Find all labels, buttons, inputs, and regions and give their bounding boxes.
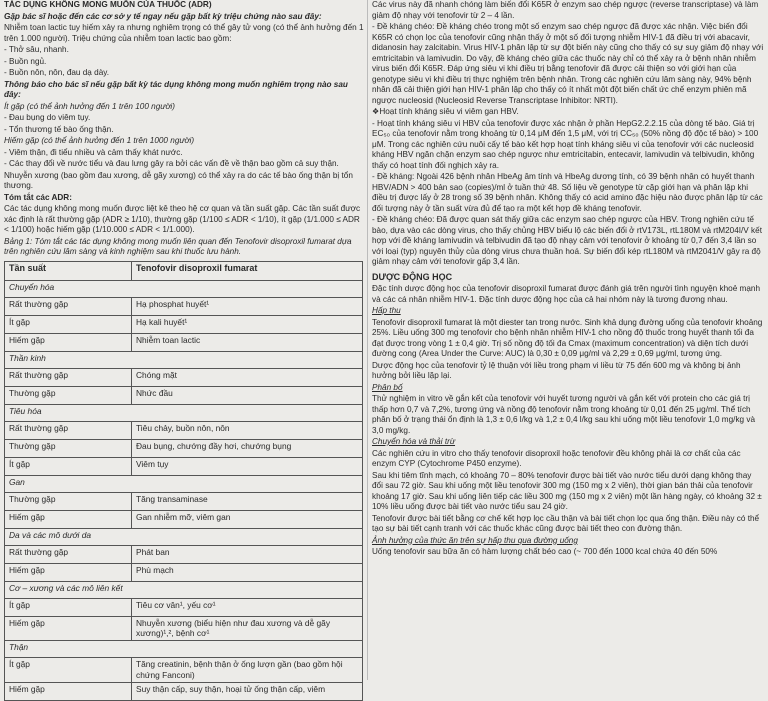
group-row [5, 280, 363, 297]
adr-title: TÁC DỤNG KHÔNG MONG MUỐN CỦA THUỐC (ADR) [4, 0, 212, 9]
effect-cell: Gan nhiễm mỡ, viêm gan [132, 510, 363, 528]
effect-cell: Tăng creatinin, bệnh thận ở ống lượn gần (bao gồm hội chứng Fanconi) [132, 658, 363, 683]
lactic-paragraph: Nhiễm toan lactic tuy hiếm xảy ra nhưng nghiêm trọng có thể gây tử vong (có thể ảnh hưởng đến 1 trên 1.000 người). Triệu chứng của nhiễm toan lactic bao gồm: [4, 23, 364, 43]
paragraph: - Đề kháng chéo: Đã được quan sát thấy giữa các enzym sao chép ngược của HBV. Trong nghiên cứu tế bào, dựa vào các dòng virus, cho thấy chủng HBV biểu lộ các biến đổi ở rtV173L, rtL180M và rtM204I/V kết hợp với đề kháng lamivudin và telbivudin đã tạo độ nhạy cảm với tenofovir ở khoảng từ 0,7 đến 3,4 lần so với loại (typ) nguyên thủy của dòng virus chưa thuần hoá. Sự biến đổi kép rtL180M và rtM2041/V gây ra độ giảm nhạy cảm với tenofovir gấp 3,4 lần. [372, 215, 762, 266]
freq-cell: Ít gặp [5, 457, 132, 475]
effect-cell: Hạ kali huyết¹ [132, 315, 363, 333]
effect-cell: Nhức đầu [132, 386, 363, 404]
table-caption: Bảng 1: Tóm tắt các tác dụng không mong muốn liên quan đến Tenofovir disoproxil fumarat dựa trên nghiên cứu lâm sàng và kinh nghiệm sau khi thuốc lưu hành. [4, 236, 352, 256]
freq-cell: Ít gặp [5, 315, 132, 333]
group-row [5, 528, 363, 545]
effect-cell: Nhuyễn xương (biểu hiện như đau xương và dễ gãy xương)¹,², bệnh cơ¹ [132, 616, 363, 641]
freq-cell: Hiếm gặp [5, 563, 132, 581]
freq-cell: Thường gặp [5, 386, 132, 404]
paragraph: Các nghiên cứu in vitro cho thấy tenofovir disoproxil hoặc tenofovir đều không phải là cơ chất của các enzym CYP (Cytochrome P450 enzyme). [372, 448, 741, 469]
bullet-item: Nhuyễn xương (bao gồm đau xương, dễ gãy xương) có thể xảy ra do các tế bào ống thận bị tổn thương. [4, 170, 353, 190]
table-row [5, 616, 363, 641]
warning-note: Gặp bác sĩ hoặc đến các cơ sở y tế ngay nếu gặp bất kỳ triệu chứng nào sau đây: [4, 11, 322, 21]
table-row [5, 563, 363, 581]
effect-cell: Nhiễm toan lactic [132, 333, 363, 351]
bullet-item: - Các thay đổi về nước tiểu và đau lưng gây ra bởi các vấn đề về thận bao gồm cả suy thận. [4, 159, 339, 168]
freq-cell: Rất thường gặp [5, 421, 132, 439]
subheading: Ảnh hưởng của thức ăn trên sự hấp thu qua đường uống [372, 535, 578, 545]
pk-title: DƯỢC ĐỘNG HỌC [372, 271, 453, 282]
freq-cell: Hiếm gặp [5, 682, 132, 700]
group-label: Thận [5, 641, 363, 658]
bullet-item: - Viêm thận, đi tiểu nhiều và cảm thấy khát nước. [4, 147, 183, 157]
effect-cell: Tăng transaminase [132, 492, 363, 510]
group-row [5, 475, 363, 492]
freq-cell: Rất thường gặp [5, 297, 132, 315]
table-row [5, 297, 363, 315]
bullet-item: - Thở sâu, nhanh. [4, 45, 69, 54]
table-row [5, 439, 363, 457]
effect-cell: Hạ phosphat huyết¹ [132, 297, 363, 315]
group-label: Gan [5, 475, 363, 492]
bullet-item: - Tổn thương tế bào ống thận. [4, 124, 114, 134]
freq-cell: Ít gặp [5, 598, 132, 616]
freq-cell: Thường gặp [5, 439, 132, 457]
paragraph: Dược động học của tenofovir tỷ lệ thuận với liều trong phạm vi liều từ 75 đến 600 mg và không bị ảnh hưởng bởi liều lặp lại. [372, 360, 741, 381]
header-frequency: Tần suất [5, 261, 132, 280]
header-drug: Tenofovir disoproxil fumarat [132, 261, 363, 280]
frequency-label: Ít gặp (có thể ảnh hưởng đến 1 trên 100 người) [4, 101, 175, 111]
paragraph: - Hoạt tính kháng siêu vi HBV của tenofovir được xác nhận ở phần HepG2.2.2.15 của dòng tế bào. Giá trị EC₅₀ của tenofovir nằm trong khoảng từ 0,14 μM đến 1,5 μM, với trị CC₅₀ (50% nồng độ độc tế bào) > 100 μM. Trong các nghiên cứu nuôi cấy tế bào kết hợp hoạt tính kháng siêu vi của tenofovir với các nucleosid kháng HBV ngăn chặn enzym sao chép ngược như emtricitabin, entecavir, lamivudin và telbivudin, không thấy có hoạt tính đối nghịch xảy ra. [372, 118, 759, 170]
freq-cell: Thường gặp [5, 492, 132, 510]
effect-cell: Phát ban [132, 545, 363, 563]
freq-cell: Hiếm gặp [5, 333, 132, 351]
table-row [5, 658, 363, 683]
paragraph: Sau khi tiêm tĩnh mạch, có khoảng 70 – 80% tenofovir được bài tiết vào nước tiểu dưới dạng không thay đổi sau 72 giờ. Sau khi uống một liều tenofovir 300 mg (150 mg x 2 viên), thời gian bán thải của tenofovir khoảng 17 giờ. Sau khi uống liên tiếp các liều 300 mg (150 mg x 2 viên) một lần hàng ngày, có khoảng 32 ± 10% liều uống được bài tiết vào nước tiểu sau 24 giờ. [372, 470, 762, 512]
table-row [5, 598, 363, 616]
table-row [5, 682, 363, 700]
paragraph: - Đề kháng: Ngoài 426 bệnh nhân HbeAg âm tính và HbeAg dương tính, có 39 bệnh nhân có huyết thanh HBV/ADN > 400 bản sao (copies)/ml ở tuần thứ 48. Số liệu về genotype từ cặp giới hạn và phân lập khi điều trị được lấy ở 28 trong số 39 bệnh nhân. Không thấy có acid amino đặc hiệu nào được phân lập từ các đối tượng này ở tần suất vừa đủ để tạo ra một kết hợp đề kháng tenofovir. [372, 172, 763, 213]
group-label: Thần kinh [5, 351, 363, 368]
effect-cell: Suy thận cấp, suy thận, hoại tử ống thận cấp, viêm [132, 682, 363, 700]
table-row [5, 315, 363, 333]
summary-title: Tóm tắt các ADR: [4, 192, 72, 202]
group-label: Tiêu hóa [5, 404, 363, 421]
table-row [5, 421, 363, 439]
effect-cell: Đau bụng, chướng đầy hơi, chướng bụng [132, 439, 363, 457]
bullet-item: - Buồn nôn, nôn, đau dạ dày. [4, 68, 110, 77]
paragraph: Tenofovir được bài tiết bằng cơ chế kết hợp lọc cầu thận và bài tiết chọn lọc qua ống thận. Điều này có thể tạo sự bài tiết cạnh tranh với các thuốc khác cũng được bài tiết theo con đường thận. [372, 513, 760, 534]
paragraph: - Đề kháng chéo: Đề kháng chéo trong một số enzym sao chép ngược đã được xác nhận. Việc biến đổi K65R có chọn lọc của tenofovir cũng nhận thấy ở một số đối tượng nhiễm HIV-1 đã điều trị với abacavir, didanosin hay zalcitabin. Virus HIV-1 phân lập từ sự đột biến này cũng cho thấy có sự suy giảm độ nhạy với emtricitabin và lamivudin. Do vậy, đề kháng chéo giữa các thuốc này chỉ có thể xảy ra ở bệnh nhân nhiễm virus biến đổi K65R. Đáp ứng siêu vi khi điều trị bằng tenofovir đã được cải thiện so với giới hạn của genotype siêu vi khi điều trị thực nghiệm trên bệnh nhân. Trong các nghiên cứu lâm sàng này, 94% bệnh nhân đã cải thiện giới hạn HIV-1 phân lập cho thấy có ít nhất một đột biến chất ức chế enzym phiên mã ngược nucleosid (Nucleosid Reverse Transcriptase Inhibitor: NRTI). [372, 22, 764, 105]
group-row [5, 351, 363, 368]
subheading: Phân bố [372, 382, 403, 392]
freq-cell: Ít gặp [5, 658, 132, 683]
summary-paragraph: Các tác dụng không mong muốn được liệt kê theo hệ cơ quan và tần suất gặp. Các tần suất được xác định là rất thường gặp (ADR ≥ 1/10), thường gặp (1/100 ≤ ADR < 1/10), ít gặp (1/1.000 ≤ ADR < 1/100) hoặc hiếm gặp (1/10.000 ≤ ADR < 1/1.000). [4, 204, 361, 234]
freq-cell: Rất thường gặp [5, 545, 132, 563]
group-label: Cơ – xương và các mô liên kết [5, 581, 363, 598]
freq-cell: Hiếm gặp [5, 616, 132, 641]
table-row [5, 510, 363, 528]
paragraph: Tenofovir disoproxil fumarat là một diester tan trong nước. Sinh khả dụng đường uống của tenofovir khoảng 25%. Liều uống 300 mg tenofovir cho bệnh nhân nhiễm HIV-1 cho nồng độ thuốc trong huyết thanh tối đa đạt được trong vòng 1 ± 0,4 giờ. Trị số nồng độ tối đa Cmax (maximum concentration) và diện tích dưới đường cong (Area Under the Curve: AUC) là 0,30 ± 0,09 μg/ml và 2,29 ± 0,69 μg/ml, tương ứng. [372, 317, 763, 359]
table-header-row [5, 261, 363, 280]
effect-cell: Tiêu chảy, buồn nôn, nôn [132, 421, 363, 439]
effect-cell: Tiêu cơ vân¹, yếu cơ¹ [132, 598, 363, 616]
effect-cell: Phù mạch [132, 563, 363, 581]
column-divider [367, 0, 368, 680]
group-row [5, 404, 363, 421]
table-row [5, 545, 363, 563]
bullet-item: - Buồn ngủ. [4, 56, 47, 66]
freq-cell: Hiếm gặp [5, 510, 132, 528]
paragraph: ❖Hoạt tính kháng siêu vi viêm gan HBV. [372, 107, 519, 116]
table-row [5, 368, 363, 386]
effect-cell: Chóng mặt [132, 368, 363, 386]
freq-cell: Rất thường gặp [5, 368, 132, 386]
group-label: Chuyển hóa [5, 280, 363, 297]
paragraph: Thử nghiệm in vitro về gắn kết của tenofovir với huyết tương người và gắn kết với protein cho các giá trị thấp hơn 0,7 và 7,2%, tương ứng và nồng độ tenofovir nằm trong khoảng từ 0,01 đến 25 μg/ml. Thể tích phân bố ở trạng thái ổn định là 1,3 ± 0,6 l/kg và 1,2 ± 0,4 l/kg sau khi uống một liều tenofovir 1,0 mg/kg và 3,0 mg/kg. [372, 394, 756, 435]
left-column [4, 0, 364, 701]
table-row [5, 457, 363, 475]
warning-note: Thông báo cho bác sĩ nếu gặp bất kỳ tác dụng không mong muốn nghiêm trọng nào sau đây: [4, 79, 348, 99]
effect-cell: Viêm tụy [132, 457, 363, 475]
paragraph: Các virus này đã nhanh chóng làm biến đổi K65R ở enzym sao chép ngược (reverse transcriptase) và làm giảm độ nhạy với tenofovir từ 2 – 4 lần. [372, 0, 759, 20]
group-label: Da và các mô dưới da [5, 528, 363, 545]
group-row [5, 581, 363, 598]
bullet-item: - Đau bụng do viêm tụy. [4, 113, 91, 122]
table-row [5, 333, 363, 351]
table-row [5, 386, 363, 404]
right-column [372, 0, 764, 559]
table-row [5, 492, 363, 510]
adr-table [4, 261, 363, 701]
paragraph: Đặc tính dược động học của tenofovir disoproxil fumarat được đánh giá trên người tình nguyện khoẻ mạnh và các cá nhân nhiễm HIV-1. Đặc tính dược động học của cả hai nhóm này là tương đương nhau. [372, 284, 761, 304]
subheading: Chuyển hóa và thải trừ [372, 437, 456, 447]
subheading: Hấp thu [372, 306, 401, 316]
paragraph: Uống tenofovir sau bữa ăn có hàm lượng chất béo cao (~ 700 đến 1000 kcal chứa 40 đến 50% [372, 547, 718, 557]
group-row [5, 641, 363, 658]
frequency-label: Hiếm gặp (có thể ảnh hưởng đến 1 trên 1000 người) [4, 136, 195, 145]
